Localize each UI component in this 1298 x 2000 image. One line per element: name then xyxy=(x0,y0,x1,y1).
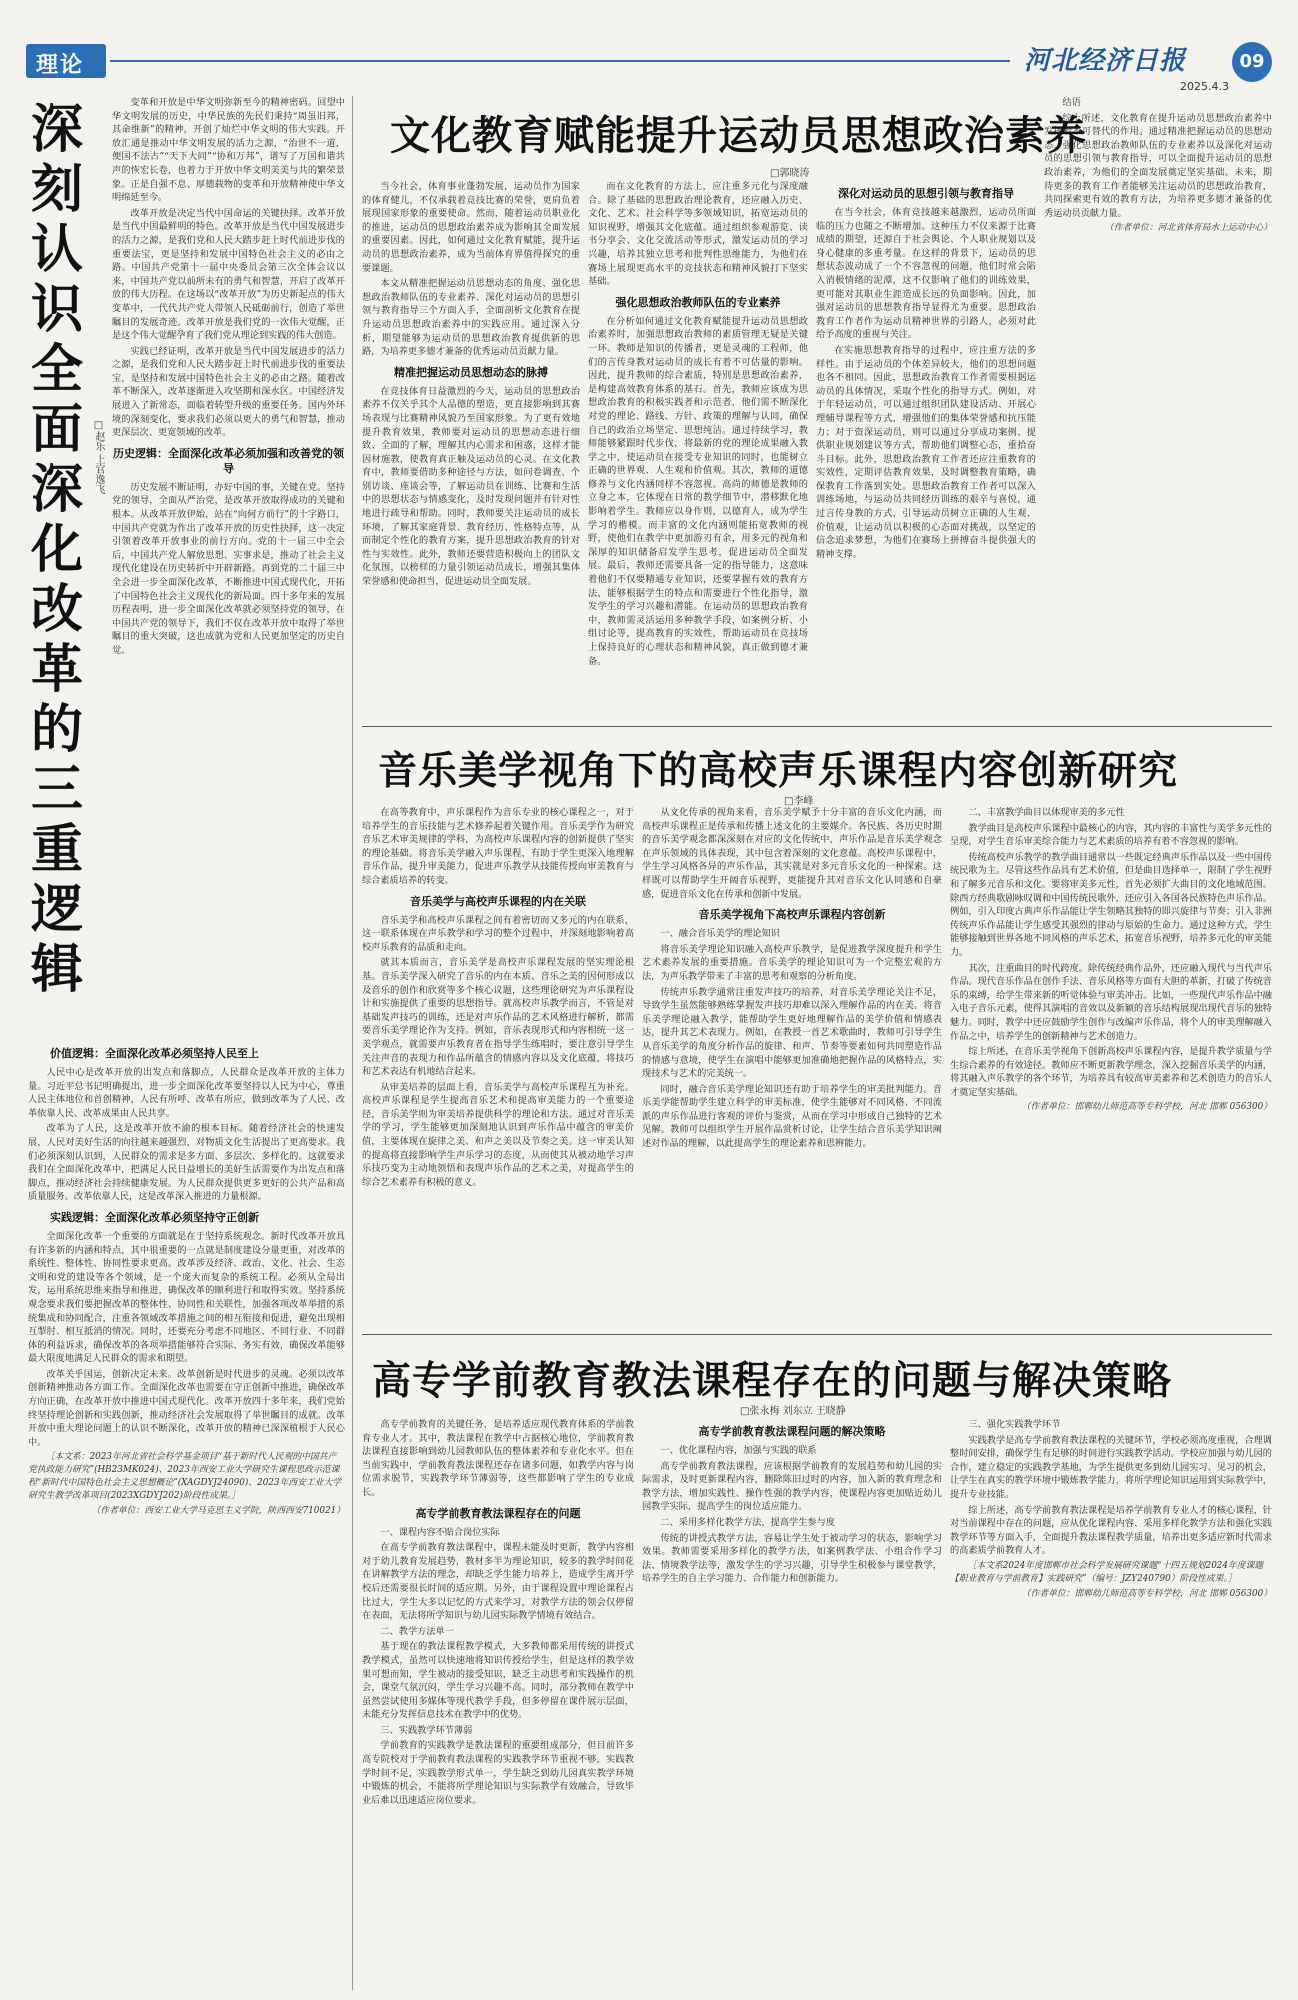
issue-date: 2025.4.3 xyxy=(1180,80,1229,93)
a2-author-unit: （作者单位：河北省体育局水上运动中心） xyxy=(1104,223,1272,234)
a2-paragraph-5: 在分析如何通过文化教育赋能提升运动员思想政治素养时，加强思想政治教师的素质管理无疑是关键一环。教师是知识的传播者，更是灵魂的工程师，他们的言传身教对运动员的成长有着不可估量的影响。因此，提升教师的综合素质，特别是思想政治素养，是构建高效教育体系的基石。首先，教师应该成为思想政治教育的积极实践者和示范者，他们需不断深化对党的理论、路线、方针、政策的理解与认同，确保自己的政治立场坚定、思想纯洁。通过持续学习，教师能够紧跟时代步伐，将最新的党的理论成果融入教学之中，使运动员在接受专业知识的同时，也能树立正确的世界观、人生观和价值观。其次，教师的道德修养与文化内涵同样不容忽视。高尚的师德是教师的立身之本，它体现在日常的教学细节中，潜移默化地影响着学生。教师应以身作则，以德育人，成为学生学习的楷模。而丰富的文化内涵则能拓宽教师的视野，使他们在教学中更加游刃有余，用多元的视角和深厚的知识储备启发学生思考，促进运动员全面发展。最后，教师还需要具备一定的指导能力，这意味着他们不仅要精通专业知识，还要掌握有效的教育方法，能够根据学生的特点和需要进行个性化指导，激发学生的学习兴趣和潜能。在运动员的思想政治教育中，教师需灵活运用多种教学手段，如案例分析、小组讨论等，提高教育的实效性，帮助运动员在竞技场上保持良好的心理状态和精神风貌，真正做到德才兼备。 xyxy=(588,315,808,667)
a1-author-unit: （作者单位：西安工业大学马克思主义学院，陕西西安710021） xyxy=(91,1506,345,1517)
a1-paragraph-4: 历史发展不断证明，办好中国的事，关键在党。坚持党的领导，全面从严治党，是改革开放取得成功的关键和根本。从改革开放伊始，站在“向何方前行”的十字路口，中国共产党就为作出了改革开放的历史性抉择，这一决定引领着改革开放事业的前行方向。党的十一届三中全会后，中国共产党人解放思想、实事求是，推动了社会主义现代化建设在历史转折中开辟新路。再到党的二十届三中全会进一步全面深化改革，不断推进中国式现代化，开拓了中国特色社会主义现代化的新局面。四十多年来的发展历程表明，进一步全面深化改革就必须坚持党的领导，在中国共产党的领导下，我们不仅在改革开放中取得了举世瞩目的重大突破，这也成就为党和人民更加坚定的历史自觉。 xyxy=(112,481,345,656)
a4-paragraph-5: 基于现在的教法课程教学模式，大多教师都采用传统的讲授式教学模式，虽然可以快速地将知识传授给学生，但是这样的教学效果可想而知，学生被动的接受知识，缺乏主动思考和实践操作的机会，课堂气氛沉闷，学生学习兴趣不高。同时，部分教师在教学中虽然尝试使用多媒体等现代教学手段，但多停留在课件展示层面，未能充分发挥信息技术在教学中的优势。 xyxy=(362,1641,634,1721)
a4-byline: □张永梅 刘东立 王晓静 xyxy=(740,1406,846,1417)
a4-paragraph-14: 综上所述，高专学前教育教法课程是培养学前教育专业人才的核心课程，针对当前课程中存在的问题，应从优化课程内容、采用多样化教学方法和强化实践教学环节等方面入手，全面提升教法课程教学质量，培养出更多适应新时代需求的高素质学前教育人才。 xyxy=(950,1504,1272,1557)
a2-paragraph-1: 当今社会，体育事业蓬勃发展，运动员作为国家的体育健儿，不仅承载着竞技比赛的荣誉，更肩负着展现国家形象的重要使命。然而，随着运动员职业化的推进，运动员的思想政治素养成为影响其全面发展的重要因素。因此，如何通过文化教育赋能，提升运动员的思想政治素养，成为当前体育界值得探究的重要课题。 xyxy=(362,181,580,274)
a1-column-lower xyxy=(28,1040,345,1990)
a1-paragraph-1: 变革和开放是中华文明弥新至今的精神密码。回望中华文明发展的历史，中华民族的先民们秉持“周虽旧邦，其命维新”的精神，开创了灿烂中华文明的伟大实践。开放汇通是推动中华文明发展的活力之源，“治世不一道，便国不法古”“天下大同”“协和万邦”，谱写了万国和谐共声的恢宏长卷，也着力于开放中华文明美美与共的繁荣景象。正是自强不息、厚德载物的变革和开放精神使中华文明绵延至今。 xyxy=(112,97,345,204)
a3-column-1 xyxy=(362,806,634,1326)
a1-paragraph-3: 实践已经证明，改革开放是当代中国发展进步的活力之源，是我们党和人民大踏步赶上时代前进步伐的重要法宝，是坚持和发展中国特色社会主义的必由之路。随着改革不断深入，改革逐渐进入攻坚期和深水区。中国经济发展进入了新常态，面临着转型升级的重要任务。国内外环境的深刻变化，要求我们必须以更大的勇气和智慧，推动更深层次、更宽领域的改革。 xyxy=(112,345,345,439)
a2-paragraph-8: 结语 xyxy=(1062,97,1081,108)
a4-paragraph-11: 传统的讲授式教学方法，容易让学生处于被动学习的状态，影响学习效果。教师需要采用多样化的教学方法，如案例教学法、小组合作学习法、情境教学法等，激发学生的学习兴趣，引导学生积极参与课堂教学，培养学生的自主学习能力、合作能力和创新能力。 xyxy=(642,1532,942,1585)
section-tag-label: 理论 xyxy=(36,53,85,78)
a1-title-char: 刻 xyxy=(30,160,83,220)
a3-column-2 xyxy=(642,806,942,1326)
a2-column-2 xyxy=(588,180,808,720)
a2-paragraph-4: 而在文化教育的方法上，应注重多元化与深度融合。除了基础的思想政治理论教育，还应融入历史、文化、艺术、社会科学等多领域知识，拓宽运动员的知识视野，增强其文化底蕴。通过组织参观游览、读书分享会、文化交流活动等形式，激发运动员的学习兴趣，培养其独立思考和批判性思维能力，为他们在赛场上展现更高水平的竞技状态和精神风貌打下坚实基础。 xyxy=(588,181,808,288)
a2-subheading-1: 精准把握运动员思想动态的脉搏 xyxy=(394,365,548,379)
a3-subheading-2: 音乐美学视角下高校声乐课程内容创新 xyxy=(698,908,886,922)
a1-paragraph-2: 改革开放是决定当代中国命运的关键抉择。改革开放是当代中国最鲜明的特色。改革开放是当代中国发展进步的活力之源，是我们党和人民大踏步赶上时代前进步伐的重要法宝，更是坚持和发展中国特色社会主义的必由之路。中国共产党第十一届中央委员会第三次全体会议以来，中国共产党以前所未有的勇气和智慧，开启了改革开放的伟大历程。在这场以“改革开放”为历史新起点的伟大变革中，一代代共产党人带领人民砥砺前行，创造了举世瞩目的发展奇迹。改革开放是我们党的一次伟大觉醒，正是这个伟大觉醒孕育了我们党从理论到实践的伟大创造。 xyxy=(112,207,345,342)
a1-title-char: 改 xyxy=(30,580,83,640)
a3-column-3 xyxy=(950,806,1272,1326)
a4-column-1 xyxy=(362,1418,634,1990)
a4-paragraph-9: 高专学前教育教法课程，应该根据学前教育的发展趋势和幼儿园的实际需求，及时更新课程内容，删除陈旧过时的内容，加入新的教育理念和教学方法，增加实践性、操作性强的教学内容，使课程内容更加贴近幼儿园教学实际，提高学生的岗位适应能力。 xyxy=(642,1460,942,1513)
a4-paragraph-13: 实践教学是高专学前教育教法课程的关键环节，学校必须高度重视，合理调整时间安排，确保学生有足够的时间进行实践教学活动。学校应加强与幼儿园的合作，建立稳定的实践教学基地，为学生提供更多到幼儿园实习、见习的机会，让学生在真实的教学环境中锻炼教学能力，将所学理论知识运用到实际教学中，提升专业技能。 xyxy=(950,1434,1272,1500)
a4-paragraph-6: 三、实践教学环节薄弱 xyxy=(380,1724,473,1736)
a3-bottom-rule xyxy=(362,1334,1272,1335)
a2-column-1 xyxy=(362,180,580,720)
a3-byline: □李峰 xyxy=(784,796,814,807)
a3-paragraph-5: 从文化传承的视角来看，音乐美学赋予十分丰富的音乐文化内涵，而高校声乐课程正是传承和传播上述文化的主要媒介。各民族、各历史时期的音乐美学观念都深深刻在对应的文化传统中，声乐作品是音乐美学观念在声乐领域的具体表现，其中包含着深刻的文化意蕴。高校声乐课程中，学生学习风格各异的声乐作品，其实就是对多元音乐文化的一种探索。这样既可以帮助学生开阔音乐视野，更能提升其对音乐文化认同感和自豪感，促进音乐文化在传承和创新中发展。 xyxy=(642,807,942,900)
a3-paragraph-2: 音乐美学和高校声乐课程之间有着密切而又多元的内在联系，这一联系体现在声乐教学和学习的整个过程中，并深刻地影响着高校声乐教育的品质和走向。 xyxy=(362,914,634,953)
a2-subheading-2: 强化思想政治教师队伍的专业素养 xyxy=(615,295,781,309)
a2-paragraph-9: 综上所述，文化教育在提升运动员思想政治素养中发挥着不可替代的作用。通过精准把握运动员的思想动态、强化思想政治教师队伍的专业素养以及深化对运动员的思想引领与教育指导，可以全面提升运动员的思想政治素养，为他们的全面发展奠定坚实基础。未来，期待更多的教育工作者能够关注运动员的思想政治教育，共同探索更有效的教育方法，为培养更多德才兼备的优秀运动员贡献力量。 xyxy=(1044,112,1272,219)
a4-subheading-1: 高专学前教育教法课程存在的问题 xyxy=(415,1506,581,1520)
a1-paragraph-5: 人民中心是改革开放的出发点和落脚点，人民群众是改革开放的主体力量。习近平总书记明确提出，进一步全面深化改革要坚持以人民为中心，尊重人民主体地位和首创精神，人民有所呼、改革有所应，做到改革为了人民、改革依靠人民、改革成果由人民共享。 xyxy=(28,1067,345,1119)
paper-name: 河北经济日报 xyxy=(1024,46,1187,76)
a1-column-upper xyxy=(112,96,345,1034)
a3-paragraph-6: 一、融合音乐美学的理论知识 xyxy=(660,928,780,940)
a2-headline: 文化教育赋能提升运动员思想政治素养 xyxy=(390,113,1087,159)
a1-title xyxy=(28,100,86,1000)
a4-subheading-2: 高专学前教育教法课程问题的解决策略 xyxy=(698,1425,886,1438)
a4-paragraph-1: 高专学前教育的关键任务，是培养适应现代教育体系的学前教育专业人才。其中，教法课程在教学中占据核心地位，学前教育教法课程直接影响到幼儿园教师队伍的整体素养和专业化水平。但在当前实践中，学前教育教法课程还存在诸多问题，如教学内容与岗位需求脱节，实践教学环节薄弱等，这些都影响了学生的专业成长。 xyxy=(362,1419,634,1498)
a2-subheading-3: 深化对运动员的思想引领与教育指导 xyxy=(838,187,1014,200)
a1-paragraph-7: 全面深化改革一个重要的方面就是在于坚持系统观念。新时代改革开放具有许多新的内涵和特点，其中很重要的一点就是制度建设分量更重，对改革的系统性、整体性、协同性要求更高。改革涉及经济、政治、文化、社会、生态文明和党的建设等各个领域，是一个庞大而复杂的系统工程。必须从全局出发，运用系统思维来指导和推进，确保改革的顺利进行和取得实效。坚持系统观念要求我们要把握改革的整体性、协同性和关联性，加强各项改革举措的系统集成和协同配合，注重各领域改革措施之间的相互衔接和促进，避免出现相互掣肘、相互抵消的情况。同时，还要充分考虑不同地区、不同行业、不同群体的利益诉求，确保改革的各项举措能够符合实际、务实有效，确保改革能够最大限度地满足人民群众的需求和期望。 xyxy=(28,1230,345,1365)
a3-paragraph-14: 综上所述，在音乐美学视角下创新高校声乐课程内容，是提升教学质量与学生综合素养的有效途径。教师应不断更新教学理念，深入挖掘音乐美学的内涵，将其融入声乐教学的各个环节，为培养具有较高审美素养和艺术创造力的音乐人才奠定坚实基础。 xyxy=(950,1046,1272,1098)
a2-paragraph-7: 在实施思想教育指导的过程中，应注重方法的多样性。由于运动员的个体差异较大，他们的思想问题也各不相同。因此，思想政治教育工作者需要根据运动员的具体情况，采取个性化的指导方式。例如，对于年轻运动员，可以通过组织团队建设活动、开展心理辅导课程等方式，增强他们的集体荣誉感和抗压能力；对于资深运动员，则可以通过分享成功案例、提供职业规划建议等方式，帮助他们调整心态，重拾奋斗目标。此外，思想政治教育工作者还应注重教育的实效性，定期评估教育效果，及时调整教育策略，确保教育工作落到实处。思想政治教育工作者可以深入训练场地，与运动员共同经历训练的艰辛与喜悦，通过言传身教的方式，引导运动员树立正确的人生观、价值观，让运动员以积极的心态面对挑战，以坚定的信念追求梦想，为他们在赛场上拼搏奋斗提供强大的精神支撑。 xyxy=(816,344,1036,560)
a3-subheading-1: 音乐美学与高校声乐课程的内在关联 xyxy=(410,894,586,908)
a2-paragraph-3: 在竞技体育日益激烈的今天，运动员的思想政治素养不仅关乎其个人品德的塑造，更直接影响到其赛场表现与比赛精神风貌乃至国家形象。为了更有效地提升教育效果，教师要对运动员的思想动态进行细致、全面的了解，理解其内心需求和困惑，这样才能因材施教，使教育真正触及运动员的心灵。在文化教育中，教师要借助多种途径与方法，如问卷调查、个别访谈、座谈会等，了解运动员在训练、比赛和生活中的思想状态与情感变化，及时发现问题并有针对性地进行疏导和帮助。同时，教师要关注运动员的成长环境，了解其家庭背景、教育经历、性格特点等，从而制定个性化的教育方案，提升思想政治教育的针对性与实效性。此外，教师还要营造积极向上的团队文化氛围，以榜样的力量引领运动员成长，增强其集体荣誉感和使命担当，促进运动员全面发展。 xyxy=(362,385,580,588)
a3-headline: 音乐美学视角下的高校声乐课程内容创新研究 xyxy=(378,749,1179,794)
a3-paragraph-11: 教学曲目是高校声乐课程中最核心的内容，其内容的丰富性与美学多元性的呈现，对学生音乐审美综合能力与艺术素质的培养有着不容忽视的影响。 xyxy=(950,822,1272,848)
a1-byline: □赵乐 上官逸飞 xyxy=(93,420,104,495)
a2-column-3 xyxy=(816,180,1036,720)
section-tag xyxy=(26,44,106,78)
a3-paragraph-7: 将音乐美学理论知识融入高校声乐教学，是促进教学深度提升和学生艺术素养发展的重要措施。音乐美学的理论知识可为一个完整宏观的方法，为声乐教学带来了丰富的思考和观察的分析角度。 xyxy=(642,943,942,982)
a2-bottom-rule xyxy=(362,726,1272,727)
a4-column-2 xyxy=(642,1418,942,1990)
a3-paragraph-3: 就其本质而言，音乐美学是高校声乐课程发展的坚实理论根基。音乐美学深入研究了音乐的内在本质、音乐之美的因何形成以及音乐的创作和欣赏等多个核心议题，这些理论研究为声乐课程设计和实施提供了重要的思想指导。就高校声乐教学而言，不管是对基础发声技巧的训练，还是对声乐作品的艺术风格进行解析，都需要音乐美学理论作为支持。例如，音乐表现形式和内容相统一这一美学观点，就需要声乐教育者在指导学生练唱时，要注意引导学生关注声音的表现力和作品所蕴含的情感内容以及文化底蕴，将技巧和艺术表达有机地结合起来。 xyxy=(362,957,634,1078)
a3-paragraph-4: 从审美培养的层面上看，音乐美学与高校声乐课程互为补充。高校声乐课程是学生提高音乐艺术和提高审美能力的一个重要途径，音乐美学则为审美培养提供科学的理论和方法。通过对音乐美学的学习，学生能够更加深刻地认识到声乐作品中蕴含的审美价值，主要体现在旋律之美、和声之美以及节奏之美。这一审美认知的提高将直接影响学生声乐学习的态度，从而使其从被动地学习声乐技巧变为主动地领悟和表现声乐作品的艺术之美，对提高学生的综合艺术素养有积极的意义。 xyxy=(362,1081,634,1188)
a4-paragraph-4: 二、教学方法单一 xyxy=(380,1625,454,1637)
page-number: 09 xyxy=(1239,51,1265,72)
a1-title-char: 三 xyxy=(30,760,83,820)
a4-paragraph-7: 学前教育的实践教学是教法课程的重要组成部分，但目前许多高专院校对于学前教育教法课程的实践教学环节重视不够，实践教学时间不足，实践教学形式单一，学生缺乏到幼儿园真实教学环境中锻炼的机会，不能将所学理论知识与实际教学有效融合，导致毕业后难以迅速适应岗位要求。 xyxy=(362,1740,634,1806)
a1-subheading-1: 历史逻辑：全面深化改革必须加强和改善党的领导 xyxy=(113,446,344,475)
a1-title-char: 辑 xyxy=(30,940,83,1000)
a1-title-char: 革 xyxy=(30,640,83,700)
a4-paragraph-10: 二、采用多样化教学方法，提高学生参与度 xyxy=(660,1516,835,1528)
a4-acknowledgement: ［本文系2024年度邯郸市社会科学发展研究课题“十四五规划2024年度课题【职业教育与学前教育】实践研究”（编号：JZY240790）阶段性成果。］ xyxy=(950,1560,1264,1584)
a2-byline: □郭晓涛 xyxy=(770,168,810,179)
a2-paragraph-2: 本文从精准把握运动员思想动态的角度、强化思想政治教师队伍的专业素养、深化对运动员的思想引领与教育指导三个方面入手，全面剖析文化教育在提升运动员思想政治素养中的实践应用。通过深入分析，期望能够为运动员的思想政治教育提供新的思路，为培养更多德才兼备的优秀运动员贡献力量。 xyxy=(362,278,580,358)
a4-author-unit: （作者单位：邯郸幼儿师范高等专科学校，河北 邯郸 056300） xyxy=(1021,1588,1272,1599)
masthead-rule xyxy=(110,60,1010,62)
a1-title-char: 深 xyxy=(30,460,83,520)
a4-headline: 高专学前教育教法课程存在的问题与解决策略 xyxy=(372,1359,1173,1404)
a1-subheading-3: 实践逻辑：全面深化改革必须坚持守正创新 xyxy=(50,1210,259,1224)
a1-title-char: 全 xyxy=(30,340,83,400)
a1-subheading-2: 价值逻辑：全面深化改革必须坚持人民至上 xyxy=(50,1047,259,1060)
a3-paragraph-1: 在高等教育中，声乐课程作为音乐专业的核心课程之一，对于培养学生的音乐技能与艺术修养起着关键作用。音乐美学作为研究音乐艺术审美规律的学科，为高校声乐课程内容的创新提供了坚实的理论基础。将音乐美学融入声乐课程，有助于学生更深入地理解音乐作品，提升审美能力，促进声乐教学从技能传授向审美教育与综合素质培养的转变。 xyxy=(362,807,634,886)
a4-paragraph-8: 一、优化课程内容，加强与实践的联系 xyxy=(660,1445,817,1456)
a3-paragraph-8: 传统声乐教学通常注重发声技巧的培养，对音乐美学理论关注不足，导致学生虽然能够熟练掌握发声技巧却难以深入理解作品的内在美。将音乐美学理论融入教学，能帮助学生更好地理解作品的美学价值和情感表达，提升其艺术表现力。例如，在教授一首艺术歌曲时，教师可引导学生从音乐美学的角度分析作品的旋律、和声、节奏等要素如何共同塑造作品的情感与意境，使学生在演唱中能够更加准确地把握作品的风格特点，实现技术与艺术的完美统一。 xyxy=(642,986,942,1080)
a3-paragraph-10: 二、丰富教学曲目以体现审美的多元性 xyxy=(968,807,1125,818)
a1-title-char: 化 xyxy=(30,520,83,580)
a4-paragraph-3: 在高专学前教育教法课程中，课程未能及时更新，教学内容相对于幼儿教育发展趋势，教材多半为理论知识，较多的教学时间花在讲解教学方法的理念，却缺乏学生能力培养上，造成学生离开学校后还需要很长时间的适应期。另外，由于课程设置中理论课程占比过大，学生大多以记忆的方式来学习，对教学方法的领会仅停留在表面，无法将所学知识与幼儿园实际教学情境有效结合。 xyxy=(362,1542,634,1622)
a1-title-char: 逻 xyxy=(30,880,83,940)
a1-title-char: 认 xyxy=(30,220,83,280)
a4-paragraph-2: 一、课程内容不贴合岗位实际 xyxy=(380,1526,500,1538)
a3-paragraph-13: 其次，注重曲目的时代跨度。除传统经典作品外，还应融入现代与当代声乐作品。现代音乐作品在创作手法、音乐风格等方面有大胆的革新，打破了传统音乐的束缚，给学生带来新的听觉体验与审美冲击。比如，一些现代声乐作品中融入电子音乐元素，使得其演唱的音效以及新颖的音乐结构展现出现代音乐的独特魅力。同时，教学中还应鼓励学生创作与改编声乐作品，将个人的审美理解融入作品之中，培养学生的创新精神与艺术创造力。 xyxy=(950,962,1272,1042)
page-number-badge xyxy=(1232,42,1272,82)
a1-column-divider xyxy=(352,96,353,1990)
a2-column-4 xyxy=(1044,96,1272,720)
a1-paragraph-6: 改革为了人民，这是改革开放不渝的根本目标。随着经济社会的快速发展，人民对美好生活的向往越来越强烈，对物质文化生活提出了更高要求。我们必须深刻认识到，人民群众的需求是多方面、多层次、多样化的。这就要求我们在全面深化改革中，把满足人民日益增长的美好生活需要作为出发点和落脚点，推动经济社会持续健康发展。为人民群众提供更多更好的公共产品和高质量服务。改革依靠人民，这是改革深入推进的力量根源。 xyxy=(28,1123,345,1203)
a1-paragraph-8: 改革关乎国运，创新决定未来。改革创新是时代进步的灵魂。必须以改革创新精神推动各方面工作。全面深化改革也需要在守正创新中推进，确保改革方向正确，在改革开放中推进中国式现代化。改革开放四十多年来，我们党始终坚持理论创新和实践创新，推动经济社会发展取得了举世瞩目的成就。改革开放中重大理论问题上的认识不断深化，改革开放的精神已深深植根于人民心中。 xyxy=(28,1368,345,1448)
a1-title-char: 重 xyxy=(30,820,83,880)
a3-paragraph-9: 同时，融合音乐美学理论知识还有助于培养学生的审美批判能力。音乐美学能帮助学生建立科学的审美标准，使学生能够对不同风格、不同流派的声乐作品进行客观的评价与鉴赏，从而在学习中形成自己独特的艺术见解。教师可以组织学生开展作品赏析讨论，让学生结合音乐美学知识阐述对作品的理解，以此提高学生的理论素养和思辨能力。 xyxy=(642,1083,942,1150)
a4-column-3 xyxy=(950,1418,1272,1990)
a1-title-char: 深 xyxy=(30,100,83,160)
a1-acknowledgement: ［本文系：2023年河北省社会科学基金项目“基于新时代人民观的中国共产党执政能力研究”(HB23MK024)、2023年西安工业大学研究生课程思政示范课程“新时代中国特色社会主义思想概论”(XAGDYJ24090)、2023年西安工业大学研究生教学改革项目(2023XGDYJ202)阶段性成果。］ xyxy=(28,1452,342,1502)
a1-title-char: 的 xyxy=(30,700,83,760)
a3-author-unit: （作者单位：邯郸幼儿师范高等专科学校，河北 邯郸 056300） xyxy=(1021,1102,1272,1113)
a1-title-char: 识 xyxy=(30,280,83,340)
a3-paragraph-12: 传统高校声乐教学的教学曲目通常以一些既定经典声乐作品以及一些中国传统民歌为主。尽管这些作品具有艺术价值，但是曲目选择单一，限制了学生视野和了解多元音乐和文化。要将审美多元性，首先必须扩大曲目的文化地域范围。除西方经典歌剧咏叹调和中国传统民歌外，还应引入各国各民族特色声乐作品。例如，引入印度古典声乐作品能让学生领略其独特的即兴旋律与节奏；引入非洲传统声乐作品能让学生感受其强烈的律动与原始的生命力。通过这种方式，学生能够接触到世界各地不同风格的声乐艺术，拓宽音乐视野，培养多元化的审美能力。 xyxy=(950,851,1272,958)
a4-paragraph-12: 三、强化实践教学环节 xyxy=(968,1419,1061,1430)
a2-paragraph-6: 在当今社会，体育竞技越来越激烈，运动员所面临的压力也随之不断增加。这种压力不仅来源于比赛成绩的期望，还源自于社会舆论、个人职业规划以及身心健康的多重考量。在这样的背景下，运动员的思想状态波动成了一个不容忽视的问题，他们时常会陷入消极情绪的泥潭，这不仅影响了他们的训练效果，更可能对其职业生涯造成长远的负面影响。因此，加强对运动员的思想教育指导显得尤为重要。思想政治教育工作者作为运动员精神世界的引路人，必须对此给予高度的重视与关注。 xyxy=(816,207,1036,341)
a1-title-char: 面 xyxy=(30,400,83,460)
